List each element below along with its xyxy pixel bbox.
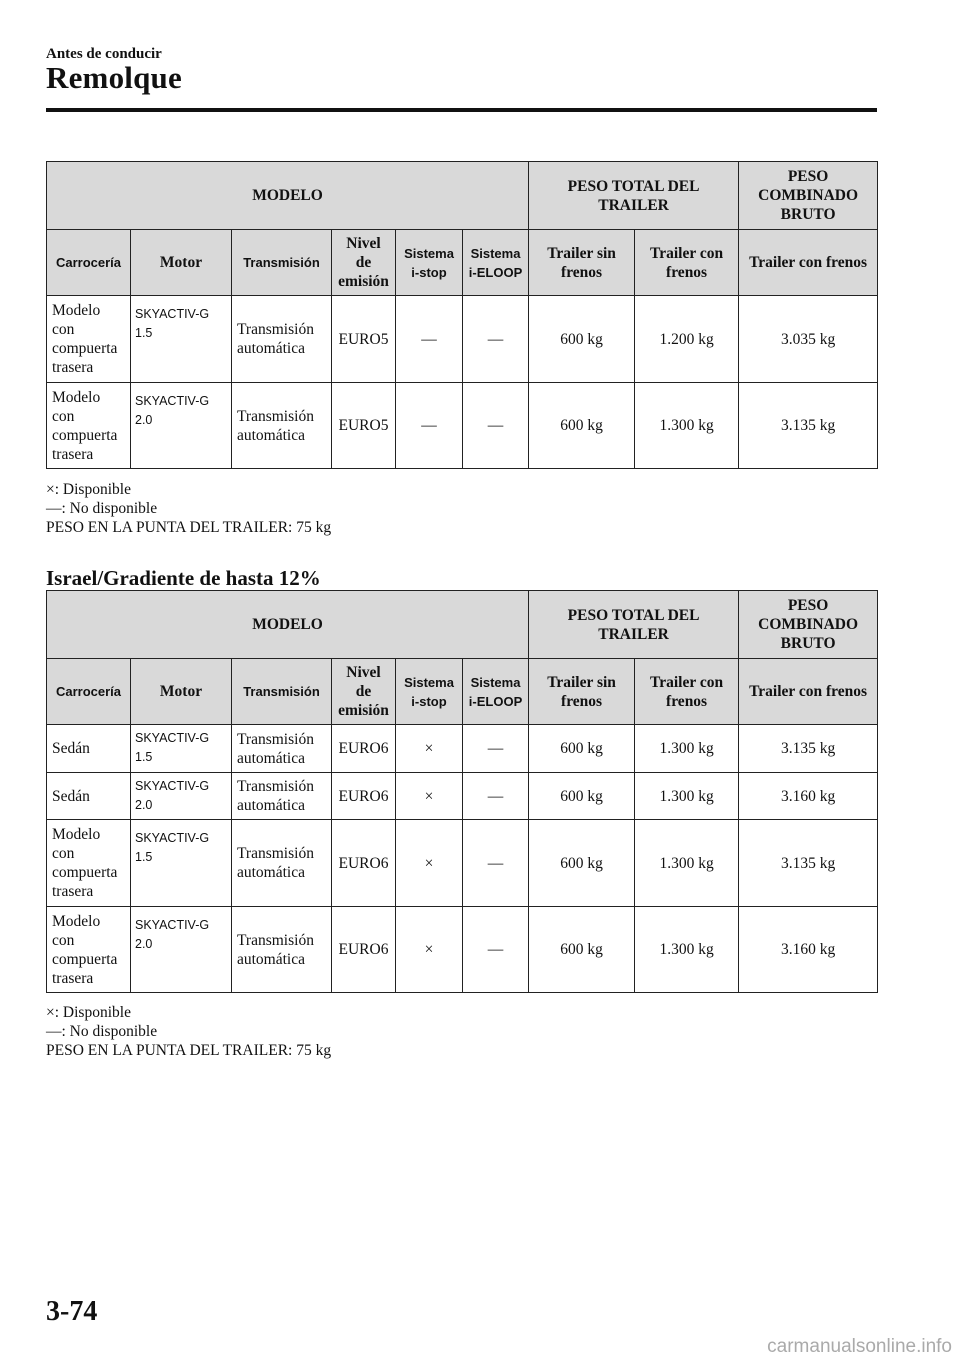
cell-istop: —: [396, 296, 463, 383]
engine-name: SKYACTIV-G: [135, 831, 210, 845]
cell-engine: [131, 907, 232, 993]
header-transmision: Transmisión: [232, 659, 332, 725]
engine-size: 2.0: [135, 413, 153, 427]
towing-capacity-table-2: [46, 590, 878, 993]
note-available: ×: Disponible: [46, 481, 131, 498]
table-row: [47, 773, 878, 820]
cell-braked: 1.300 kg: [635, 820, 739, 907]
page-title: Remolque: [46, 60, 182, 95]
cell-transmission: Transmisión automática: [232, 725, 332, 773]
cell-transmission: Transmisión automática: [232, 296, 332, 383]
page-number: 3-74: [46, 1296, 98, 1327]
header-nivel-emision: Nivel de emisión: [332, 659, 396, 725]
cell-emission: EURO6: [332, 725, 396, 773]
cell-braked: 1.300 kg: [635, 907, 739, 993]
note-tongue-weight: PESO EN LA PUNTA DEL TRAILER: 75 kg: [46, 1042, 332, 1059]
header-peso-combinado: PESO COMBINADO BRUTO: [739, 591, 878, 659]
cell-body: Modelo con compuerta trasera: [47, 296, 131, 383]
engine-name: SKYACTIV-G: [135, 307, 210, 321]
cell-gross: 3.160 kg: [739, 907, 878, 993]
cell-emission: EURO5: [332, 296, 396, 383]
header-combinado-con-frenos: Trailer con frenos: [739, 230, 878, 296]
header-peso-total: PESO TOTAL DEL TRAILER: [529, 162, 739, 230]
cell-ieloop: —: [463, 907, 529, 993]
engine-size: 1.5: [135, 850, 153, 864]
note-not-available: —: No disponible: [46, 500, 158, 517]
header-ieloop: Sistema i-ELOOP: [463, 230, 529, 296]
cell-gross: 3.035 kg: [739, 296, 878, 383]
cell-istop: ×: [396, 907, 463, 993]
cell-emission: EURO5: [332, 383, 396, 469]
cell-body: Sedán: [47, 725, 131, 773]
cell-istop: ×: [396, 773, 463, 820]
cell-istop: ×: [396, 725, 463, 773]
cell-unbraked: 600 kg: [529, 773, 635, 820]
cell-ieloop: —: [463, 383, 529, 469]
section-heading: Israel/Gradiente de hasta 12%: [46, 566, 321, 590]
cell-body: Modelo con compuerta trasera: [47, 820, 131, 907]
header-carroceria: Carrocería: [47, 659, 131, 725]
table-row: [47, 907, 878, 993]
cell-body: Sedán: [47, 773, 131, 820]
towing-capacity-table-1: [46, 161, 878, 469]
cell-braked: 1.300 kg: [635, 773, 739, 820]
engine-name: SKYACTIV-G: [135, 779, 210, 793]
notes-block-1: [46, 480, 331, 537]
cell-istop: ×: [396, 820, 463, 907]
engine-name: SKYACTIV-G: [135, 394, 210, 408]
note-available: ×: Disponible: [46, 1004, 131, 1021]
cell-transmission: Transmisión automática: [232, 773, 332, 820]
cell-gross: 3.135 kg: [739, 820, 878, 907]
cell-unbraked: 600 kg: [529, 907, 635, 993]
cell-ieloop: —: [463, 773, 529, 820]
engine-size: 1.5: [135, 750, 153, 764]
cell-engine: [131, 725, 232, 773]
engine-size: 2.0: [135, 937, 153, 951]
cell-emission: EURO6: [332, 820, 396, 907]
header-istop: Sistema i-stop: [396, 659, 463, 725]
header-combinado-con-frenos: Trailer con frenos: [739, 659, 878, 725]
cell-transmission: Transmisión automática: [232, 383, 332, 469]
header-motor: Motor: [131, 230, 232, 296]
header-trailer-con-frenos: Trailer con frenos: [635, 230, 739, 296]
cell-istop: —: [396, 383, 463, 469]
header-peso-combinado: PESO COMBINADO BRUTO: [739, 162, 878, 230]
section-label: Antes de conducir: [46, 46, 162, 62]
cell-ieloop: —: [463, 725, 529, 773]
cell-braked: 1.300 kg: [635, 383, 739, 469]
cell-body: Modelo con compuerta trasera: [47, 907, 131, 993]
cell-ieloop: —: [463, 296, 529, 383]
header-modelo: MODELO: [47, 591, 529, 659]
watermark: carmanualsonline.info: [767, 1336, 952, 1357]
header-nivel-emision: Nivel de emisión: [332, 230, 396, 296]
cell-braked: 1.300 kg: [635, 725, 739, 773]
table-row: [47, 296, 878, 383]
cell-ieloop: —: [463, 820, 529, 907]
header-trailer-sin-frenos: Trailer sin frenos: [529, 230, 635, 296]
cell-gross: 3.160 kg: [739, 773, 878, 820]
table-row: [47, 725, 878, 773]
table-row: [47, 820, 878, 907]
cell-body: Modelo con compuerta trasera: [47, 383, 131, 469]
cell-gross: 3.135 kg: [739, 383, 878, 469]
header-trailer-con-frenos: Trailer con frenos: [635, 659, 739, 725]
header-istop: Sistema i-stop: [396, 230, 463, 296]
cell-unbraked: 600 kg: [529, 296, 635, 383]
title-divider: [46, 108, 877, 112]
header-transmision: Transmisión: [232, 230, 332, 296]
header-peso-total: PESO TOTAL DEL TRAILER: [529, 591, 739, 659]
header-motor: Motor: [131, 659, 232, 725]
header-trailer-sin-frenos: Trailer sin frenos: [529, 659, 635, 725]
engine-name: SKYACTIV-G: [135, 918, 210, 932]
note-not-available: —: No disponible: [46, 1023, 158, 1040]
engine-size: 2.0: [135, 798, 153, 812]
cell-engine: [131, 820, 232, 907]
cell-emission: EURO6: [332, 773, 396, 820]
cell-gross: 3.135 kg: [739, 725, 878, 773]
cell-transmission: Transmisión automática: [232, 907, 332, 993]
cell-unbraked: 600 kg: [529, 383, 635, 469]
header-modelo: MODELO: [47, 162, 529, 230]
cell-engine: [131, 296, 232, 383]
cell-emission: EURO6: [332, 907, 396, 993]
cell-braked: 1.200 kg: [635, 296, 739, 383]
engine-size: 1.5: [135, 326, 153, 340]
header-ieloop: Sistema i-ELOOP: [463, 659, 529, 725]
note-tongue-weight: PESO EN LA PUNTA DEL TRAILER: 75 kg: [46, 519, 332, 536]
header-carroceria: Carrocería: [47, 230, 131, 296]
cell-transmission: Transmisión automática: [232, 820, 332, 907]
cell-engine: [131, 383, 232, 469]
table-row: [47, 383, 878, 469]
cell-engine: [131, 773, 232, 820]
cell-unbraked: 600 kg: [529, 820, 635, 907]
notes-block-2: [46, 1003, 331, 1060]
engine-name: SKYACTIV-G: [135, 731, 210, 745]
cell-unbraked: 600 kg: [529, 725, 635, 773]
